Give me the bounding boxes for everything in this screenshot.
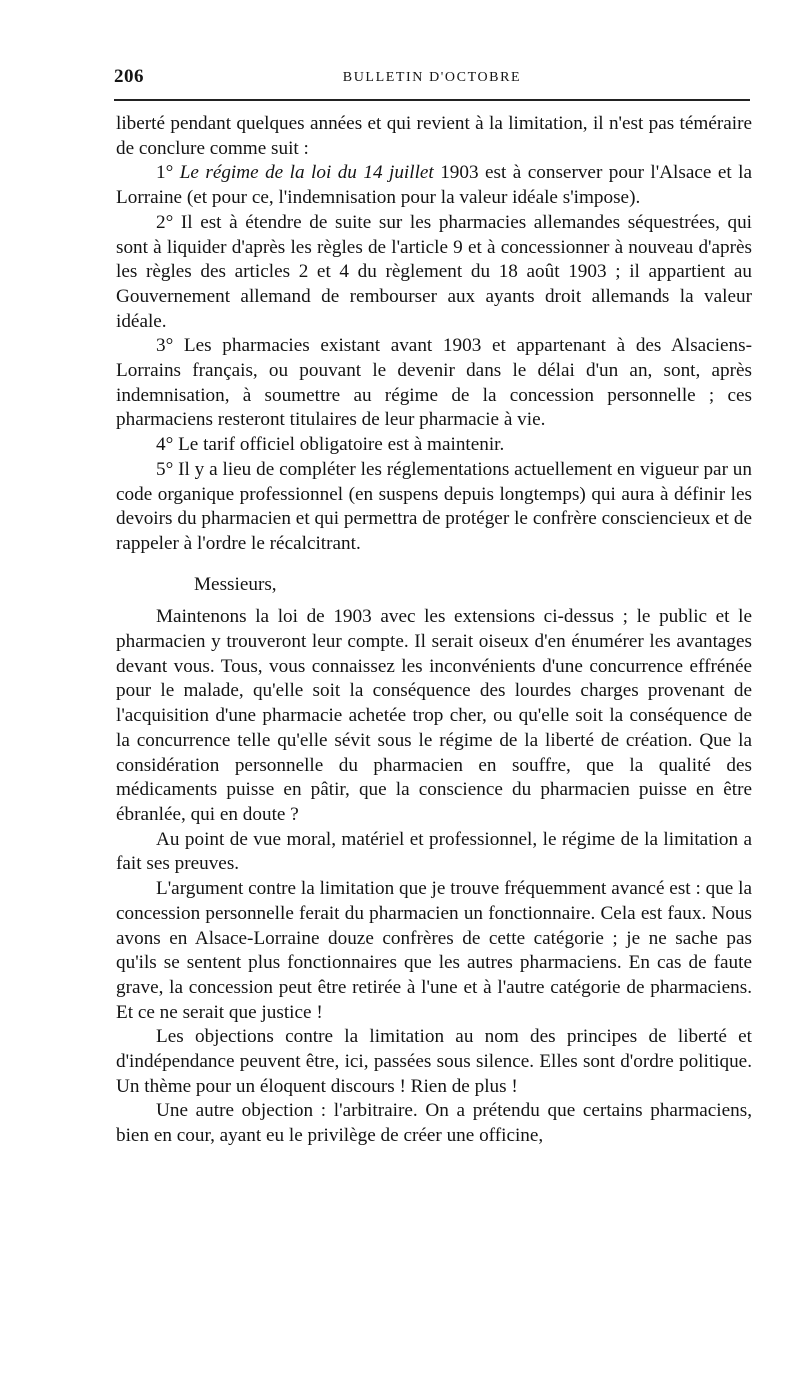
paragraph-item-2: 2° Il est à étendre de suite sur les pharmacies allemandes séquestrées, qui sont à liquider d'après les règles de l'article 9 et à concessionner à nouveau d'après les règles des articles 2 et 4 du règlement du 18 août 1903 ; il appartient au Gouvernement allemand de rembourser aux ayants droit allemands la valeur idéale.	[116, 211, 752, 332]
paragraph: Une autre objection : l'arbitraire. On a prétendu que certains pharmaciens, bien en cour, ayant eu le privilège de créer une officine,	[116, 1100, 752, 1147]
paragraph-item-4: 4° Le tarif officiel obligatoire est à maintenir.	[156, 434, 505, 456]
paragraph: Au point de vue moral, matériel et professionnel, le régime de la limitation a fait ses preuves.	[116, 828, 752, 875]
italic-phrase: Le régime de la loi du 14 juillet	[179, 162, 434, 184]
paragraph: Les objections contre la limitation au nom des principes de liberté et d'indépendance peuvent être, ici, passées sous silence. Elles sont d'ordre politique. Un thème pour un éloquent discours ! Rien de plus !	[116, 1026, 752, 1097]
header-rule	[114, 99, 750, 101]
page-number: 206	[114, 66, 144, 87]
paragraph-text: 1903 est à conserver pour l'Alsace et la Lorraine (et pour ce, l'indemnisation pour la valeur idéale s'impose).	[116, 162, 752, 209]
body-text	[116, 112, 752, 1149]
paragraph: liberté pendant quelques années et qui revient à la limitation, il n'est pas téméraire de conclure comme suit :	[116, 113, 752, 159]
paragraph: L'argument contre la limitation que je trouve fréquemment avancé est : que la concession personnelle ferait du pharmacien un fonctionnaire. Cela est faux. Nous avons en Alsace-Lorraine douze confrères de cette catégorie ; je ne sache pas qu'ils se sentent plus fonctionnaires que les autres pharmaciens. En cas de faute grave, la concession peut être retirée à l'une et à l'autre catégorie de pharmaciens. Et ce ne serait que justice !	[116, 878, 752, 1023]
paragraph-item-3: 3° Les pharmacies existant avant 1903 et appartenant à des Alsaciens-Lorrains français, ou pouvant le devenir dans le délai d'un an, sont, après indemnisation, à soumettre au régime de la concession personnelle ; ces pharmaciens resteront titulaires de leur pharmacie à vie.	[116, 335, 752, 431]
paragraph-item-1	[116, 161, 752, 210]
item-number: 1°	[156, 162, 180, 184]
running-title: BULLETIN D'OCTOBRE	[342, 70, 522, 85]
page-header	[114, 62, 750, 92]
paragraph: Maintenons la loi de 1903 avec les extensions ci-dessus ; le public et le pharmacien y trouveront leur compte. Il serait oiseux d'en énumérer les avantages devant vous. Tous, vous connaissez les inconvénients d'une concurrence effrénée pour le malade, qu'elle soit la conséquence des lourdes charges provenant de l'acquisition d'une pharmacie achetée trop cher, ou qu'elle soit la conséquence de la concurrence telle qu'elle sévit sous le régime de la liberté de création. Que la considération personnelle du pharmacien en souffre, que la qualité des médicaments puisse en pâtir, que la conscience du pharmacien puisse en être ébranlée, qui en doute ?	[116, 606, 752, 825]
paragraph-item-5: 5° Il y a lieu de compléter les réglementations actuellement en vigueur par un code organique professionnel (en suspens depuis longtemps) qui aura à définir les devoirs du pharmacien et qui permettra de protéger le confrère consciencieux et de rappeler à l'ordre le récalcitrant.	[116, 458, 752, 554]
salutation: Messieurs,	[194, 573, 277, 595]
